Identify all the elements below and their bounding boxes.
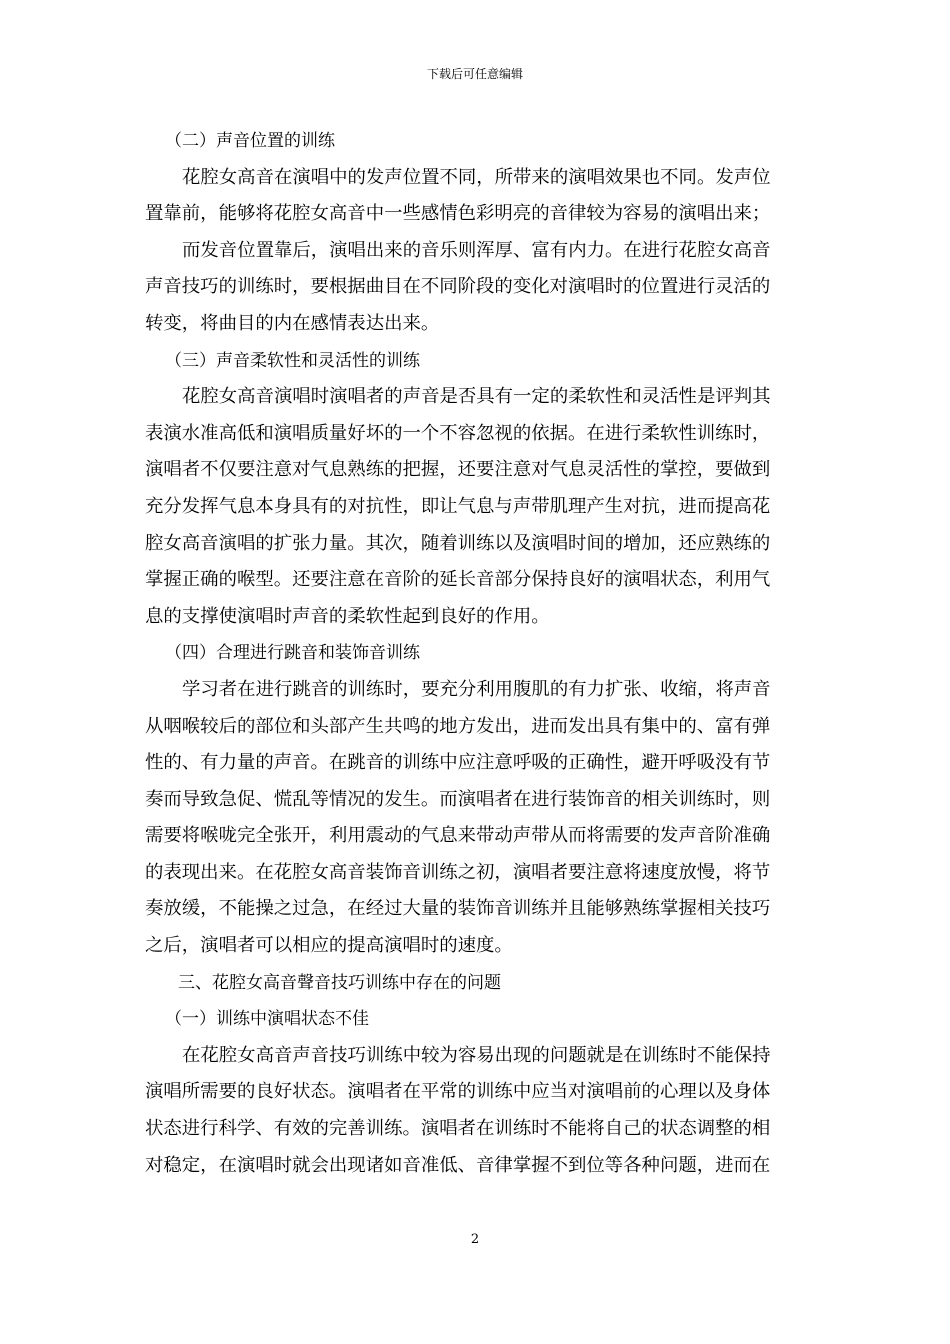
text-line: 奏放缓，不能操之过急，在经过大量的装饰音训练并且能够熟练掌握相关技巧: [145, 898, 771, 920]
text-line: 花腔女高音演唱时演唱者的声音是否具有一定的柔软性和灵活性是评判其: [182, 386, 771, 408]
text-line: 而发音位置靠后，演唱出来的音乐则浑厚、富有内力。在进行花腔女高音: [182, 239, 771, 261]
text-line: 学习者在进行跳音的训练时，要充分利用腹肌的有力扩张、收缩，将声音: [182, 678, 771, 700]
text-line: 的表现出来。在花腔女高音装饰音训练之初，演唱者要注意将速度放慢，将节: [145, 861, 771, 883]
text-line: 转变，将曲目的内在感情表达出来。: [145, 312, 440, 334]
paragraph-voice-position-2: [145, 233, 807, 343]
text-line: 置靠前，能够将花腔女高音中一些感情色彩明亮的音律较为容易的演唱出来；: [145, 203, 771, 225]
text-line: 息的支撑使演唱时声音的柔软性起到良好的作用。: [145, 605, 550, 627]
text-line: 需要将喉咙完全张开，利用震动的气息来带动声带从而将需要的发声音阶准确: [145, 825, 771, 847]
text-line: 演唱所需要的良好状态。演唱者在平常的训练中应当对演唱前的心理以及身体: [145, 1081, 771, 1103]
text-line: 从咽喉较后的部位和头部产生共鸣的地方发出，进而发出具有集中的、富有弹: [145, 715, 771, 737]
page-header: 下载后可任意编辑: [426, 67, 523, 81]
chapter-heading-problems: 三、花腔女高音聲音技巧训练中存在的问题: [178, 972, 501, 993]
text-line: 腔女高音演唱的扩张力量。其次，随着训练以及演唱时间的增加，还应熟练的: [145, 532, 771, 554]
text-line: 充分发挥气息本身具有的对抗性，即让气息与声带肌理产生对抗，进而提高花: [145, 495, 771, 517]
text-line: 表演水准高低和演唱质量好坏的一个不容忽视的依据。在进行柔软性训练时，: [145, 422, 771, 444]
page-number: 2: [470, 1232, 480, 1247]
text-line: 声音技巧的训练时，要根据曲目在不同阶段的变化对演唱时的位置进行灵活的: [145, 276, 771, 298]
section-heading-poor-state: （一）训练中演唱状态不佳: [165, 1009, 369, 1030]
paragraph-voice-position-1: [145, 160, 807, 233]
paragraph-softness-flexibility: [145, 379, 807, 635]
text-line: 演唱者不仅要注意对气息熟练的把握，还要注意对气息灵活性的掌控，要做到: [145, 459, 771, 481]
paragraph-staccato-ornament: [145, 672, 807, 965]
text-line: 奏而导致急促、慌乱等情况的发生。而演唱者在进行装饰音的相关训练时，则: [145, 788, 771, 810]
text-line: 花腔女高音在演唱中的发声位置不同，所带来的演唱效果也不同。发声位: [182, 166, 771, 188]
text-line: 状态进行科学、有效的完善训练。演唱者在训练时不能将自己的状态调整的相: [145, 1118, 771, 1140]
document-body: [145, 123, 807, 1184]
text-line: 掌握正确的喉型。还要注意在音阶的延长音部分保持良好的演唱状态，利用气: [145, 569, 771, 591]
text-line: 对稳定，在演唱时就会出现诸如音准低、音律掌握不到位等各种问题，进而在: [145, 1154, 771, 1176]
text-line: 之后，演唱者可以相应的提高演唱时的速度。: [145, 935, 513, 957]
section-heading-staccato-ornament: （四）合理进行跳音和装饰音训练: [165, 643, 420, 664]
text-line: 在花腔女高音声音技巧训练中较为容易出现的问题就是在训练时不能保持: [182, 1044, 771, 1066]
section-heading-softness-flexibility: （三）声音柔软性和灵活性的训练: [165, 350, 420, 371]
paragraph-poor-state: [145, 1038, 807, 1184]
section-heading-voice-position: （二）声音位置的训练: [165, 131, 335, 151]
text-line: 性的、有力量的声音。在跳音的训练中应注意呼吸的正确性，避开呼吸没有节: [145, 752, 771, 774]
